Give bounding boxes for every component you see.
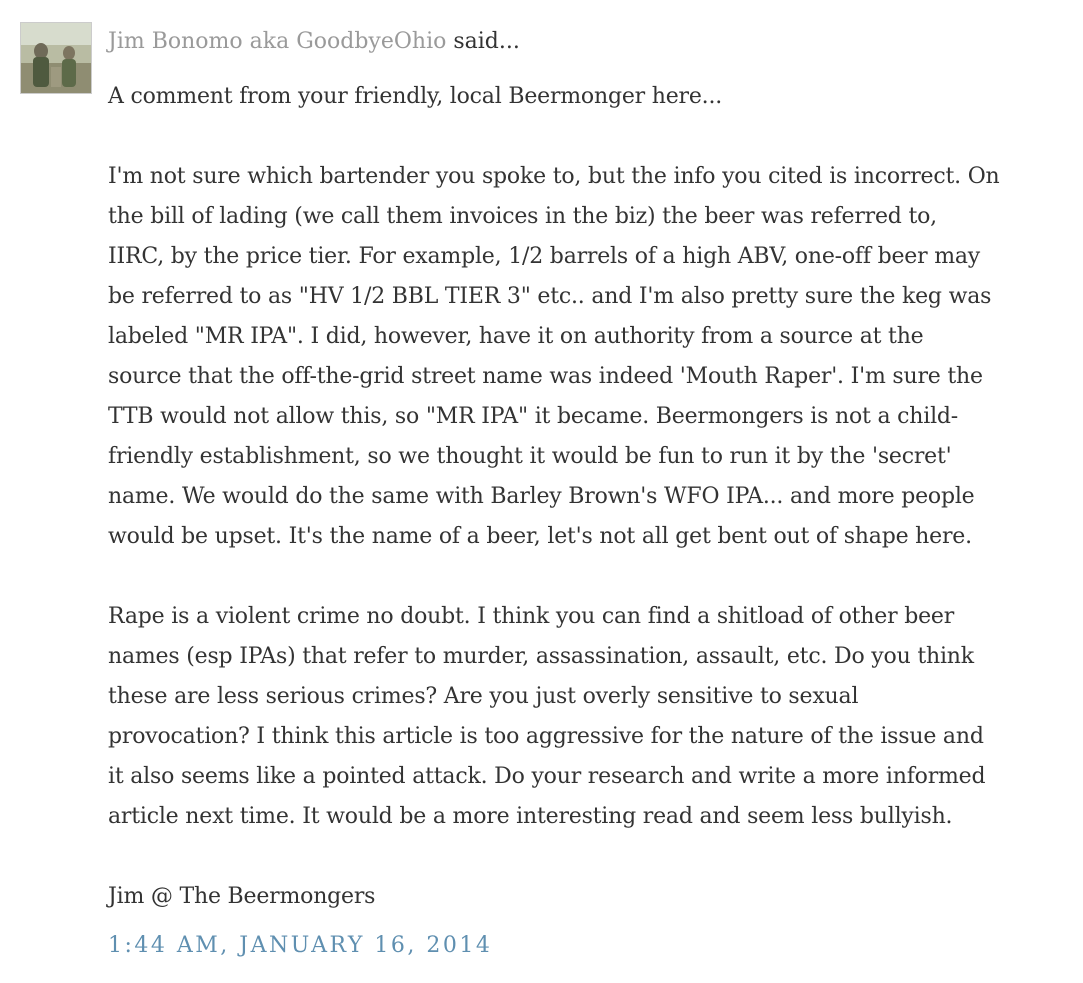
text-line: it also seems like a pointed attack. Do your research and write a more informed bbox=[108, 764, 986, 789]
text-line: labeled "MR IPA". I did, however, have it on authority from a source at the bbox=[108, 324, 924, 349]
author-link[interactable]: Jim Bonomo aka GoodbyeOhio bbox=[108, 29, 447, 54]
text-line: source that the off-the-grid street name was indeed 'Mouth Raper'. I'm sure the bbox=[108, 364, 983, 389]
text-line: I'm not sure which bartender you spoke to, but the info you cited is incorrect. On bbox=[108, 164, 1000, 189]
comment-header bbox=[108, 24, 520, 60]
text-line: these are less serious crimes? Are you just overly sensitive to sexual bbox=[108, 684, 859, 709]
text-line: provocation? I think this article is too aggressive for the nature of the issue and bbox=[108, 724, 984, 749]
user-avatar-photo-icon bbox=[21, 23, 91, 93]
comment-timestamp-link[interactable]: 1:44 AM, JANUARY 16, 2014 bbox=[108, 933, 493, 958]
text-line: be referred to as "HV 1/2 BBL TIER 3" etc.. and I'm also pretty sure the keg was bbox=[108, 284, 992, 309]
text-line: article next time. It would be a more interesting read and seem less bullyish. bbox=[108, 804, 953, 829]
comment-paragraph-1 bbox=[108, 157, 1043, 557]
text-line: names (esp IPAs) that refer to murder, assassination, assault, etc. Do you think bbox=[108, 644, 974, 669]
comment-paragraph-2 bbox=[108, 597, 1043, 837]
text-line: friendly establishment, so we thought it would be fun to run it by the 'secret' bbox=[108, 444, 952, 469]
text-line: the bill of lading (we call them invoices in the biz) the beer was referred to, bbox=[108, 204, 937, 229]
comment-body bbox=[108, 77, 1043, 917]
author-avatar[interactable] bbox=[20, 22, 92, 94]
text-line: name. We would do the same with Barley Brown's WFO IPA... and more people bbox=[108, 484, 975, 509]
text-line: TTB would not allow this, so "MR IPA" it became. Beermongers is not a child- bbox=[108, 404, 959, 429]
text-line: Rape is a violent crime no doubt. I think you can find a shitload of other beer bbox=[108, 604, 955, 629]
comment-signature: Jim @ The Beermongers bbox=[108, 884, 376, 909]
text-line: would be upset. It's the name of a beer, let's not all get bent out of shape here. bbox=[108, 524, 972, 549]
comment-intro: A comment from your friendly, local Beermonger here... bbox=[108, 84, 723, 109]
said-label: said... bbox=[446, 29, 520, 54]
text-line: IIRC, by the price tier. For example, 1/2 barrels of a high ABV, one-off beer may bbox=[108, 244, 981, 269]
